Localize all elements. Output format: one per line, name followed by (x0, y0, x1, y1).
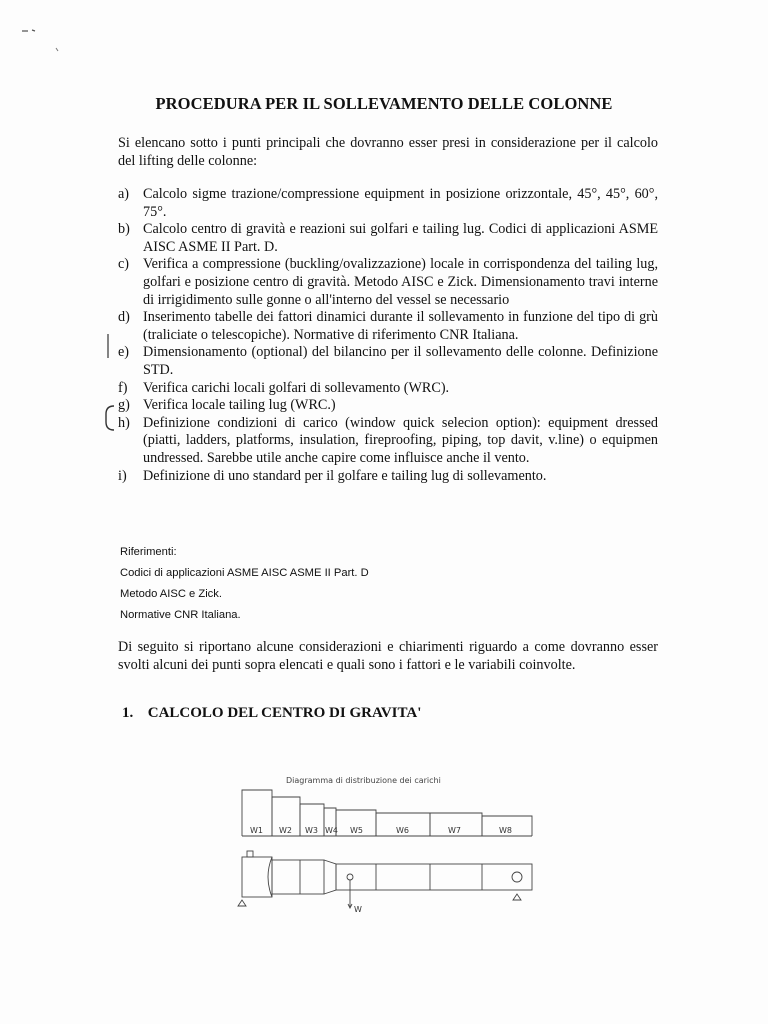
references-block (120, 542, 369, 626)
load-distribution-diagram (236, 770, 546, 920)
column-top-section (272, 860, 324, 894)
weight-label: W1 (250, 826, 263, 835)
list-item-text: Verifica locale tailing lug (WRC.) (143, 397, 336, 414)
list-item-text: Definizione di uno standard per il golfare e tailing lug di sollevamento. (143, 467, 547, 484)
skirt-curve (268, 857, 272, 897)
intro-paragraph: Si elencano sotto i punti principali che dovranno esser presi in considerazione per il calcolo del lifting delle colonne: (118, 135, 658, 169)
lifting-lug (247, 851, 253, 857)
weight-label: W7 (448, 826, 461, 835)
list-item (118, 309, 658, 344)
reference-line: Codici di applicazioni ASME AISC ASME II Part. D (120, 567, 369, 579)
list-item (118, 186, 658, 221)
diagram-caption: Diagramma di distribuzione dei carichi (286, 776, 441, 785)
list-item-label: a) (118, 186, 130, 202)
list-item (118, 344, 658, 379)
list-item-label: b) (118, 221, 130, 238)
weight-label: W4 (325, 826, 338, 835)
weight-label: W2 (279, 826, 292, 835)
weight-labels (250, 826, 512, 835)
column-skirt (242, 857, 272, 897)
list-item (118, 468, 658, 486)
list-item (118, 221, 658, 256)
tailing-lug-marker (512, 872, 522, 882)
section-heading (122, 705, 421, 722)
margin-bracket-marks (100, 330, 124, 440)
left-support (238, 900, 246, 906)
list-item-text: Verifica carichi locali golfari di sollevamento (WRC). (143, 379, 450, 396)
column-drawing (238, 851, 532, 908)
list-item-label: g) (118, 397, 130, 414)
force-label: W (354, 905, 362, 914)
list-item-label: h) (118, 414, 130, 431)
list-item-label: d) (118, 309, 130, 326)
reference-line: Metodo AISC e Zick. (120, 588, 222, 600)
weight-label: W8 (499, 826, 512, 835)
reference-line: Normative CNR Italiana. (120, 609, 241, 621)
section-number: 1. (122, 705, 134, 721)
right-support (513, 894, 521, 900)
weight-label: W6 (396, 826, 409, 835)
list-item-label: c) (118, 256, 130, 273)
list-item (118, 397, 658, 415)
list-item (118, 380, 658, 398)
requirements-list (118, 186, 658, 485)
column-shell (336, 864, 532, 890)
list-item-label: i) (118, 467, 127, 484)
center-of-gravity-marker (347, 874, 353, 880)
weight-label: W5 (350, 826, 363, 835)
list-item (118, 415, 658, 468)
page-title: PROCEDURA PER IL SOLLEVAMENTO DELLE COLONNE (155, 94, 613, 113)
list-item-text: Calcolo sigme trazione/compressione equipment in posizione orizzontale, 45°, 45°, 60°, 75°. (143, 186, 658, 220)
list-item-text: Definizione condizioni di carico (window quick selecion option): equipment dressed (piatti, ladders, platforms, insulation, fireproofing, piping, top davit, v.line) o equipmen undressed. Sarebbe utile anche capire come influisce anche il vento. (143, 414, 658, 466)
list-item-label: f) (118, 379, 128, 396)
list-item (118, 256, 658, 309)
weight-label: W3 (305, 826, 318, 835)
list-item-text: Inserimento tabelle dei fattori dinamici durante il sollevamento in funzione del tipo di grù (traliciate o telescopiche). Normative di riferimento CNR Italiana. (143, 309, 658, 343)
list-item-text: Verifica a compressione (buckling/ovalizzazione) locale in corrispondenza del tailing lug, golfari e posizione centro di gravità. Metodo AISC e Zick. Dimensionamento travi interne di irrigidimento sulle gonne o all'interno del vessel se necessario (143, 256, 658, 308)
scan-speck-marks (18, 26, 68, 56)
section-title: CALCOLO DEL CENTRO DI GRAVITA' (147, 705, 422, 721)
followup-paragraph: Di seguito si riportano alcune considerazioni e chiarimenti riguardo a come dovranno esser svolti alcuni dei punti sopra elencati e quali sono i fattori e le variabili coinvolte. (118, 639, 658, 673)
list-item-text: Calcolo centro di gravità e reazioni sui golfari e tailing lug. Codici di applicazioni ASME AISC ASME II Part. D. (143, 221, 658, 255)
column-cone (324, 860, 336, 894)
list-item-label: e) (118, 344, 130, 361)
references-heading: Riferimenti: (120, 546, 177, 558)
list-item-text: Dimensionamento (optional) del bilancino per il sollevamento delle colonne. Definizione STD. (143, 344, 658, 378)
